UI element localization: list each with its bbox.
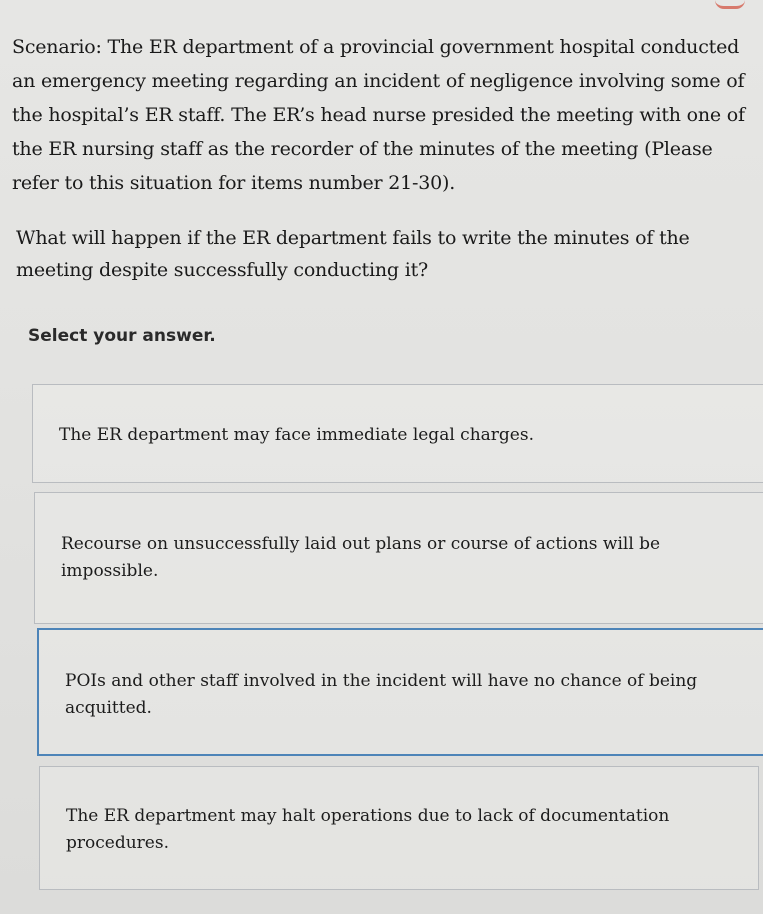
answer-option-label: The ER department may face immediate legal charges. [59, 425, 534, 445]
answer-option-1[interactable] [32, 384, 763, 483]
scenario-text: Scenario: The ER department of a provincial government hospital conducted an emergency meeting regarding an incident of negligence involving some of the hospital’s ER staff. The ER’s head nurse presided the meeting with one of the ER nursing staff as the recorder of the minutes of the meeting (Please refer to this situation for items number 21-30). [12, 36, 745, 194]
answer-option-label: POIs and other staff involved in the incident will have no chance of being acquitted. [65, 671, 698, 718]
answer-option-2[interactable] [34, 492, 763, 624]
answer-option-label: Recourse on unsuccessfully laid out plans or course of actions will be impossible. [61, 534, 661, 581]
answer-option-3[interactable] [37, 628, 763, 756]
answer-option-label: The ER department may halt operations due to lack of documentation procedures. [66, 806, 670, 853]
close-indicator-icon[interactable] [715, 0, 745, 9]
select-answer-prompt: Select your answer. [28, 326, 216, 346]
answer-option-4[interactable] [39, 766, 759, 890]
question-text: What will happen if the ER department fails to write the minutes of the meeting despite successfully conducting it? [16, 227, 690, 281]
